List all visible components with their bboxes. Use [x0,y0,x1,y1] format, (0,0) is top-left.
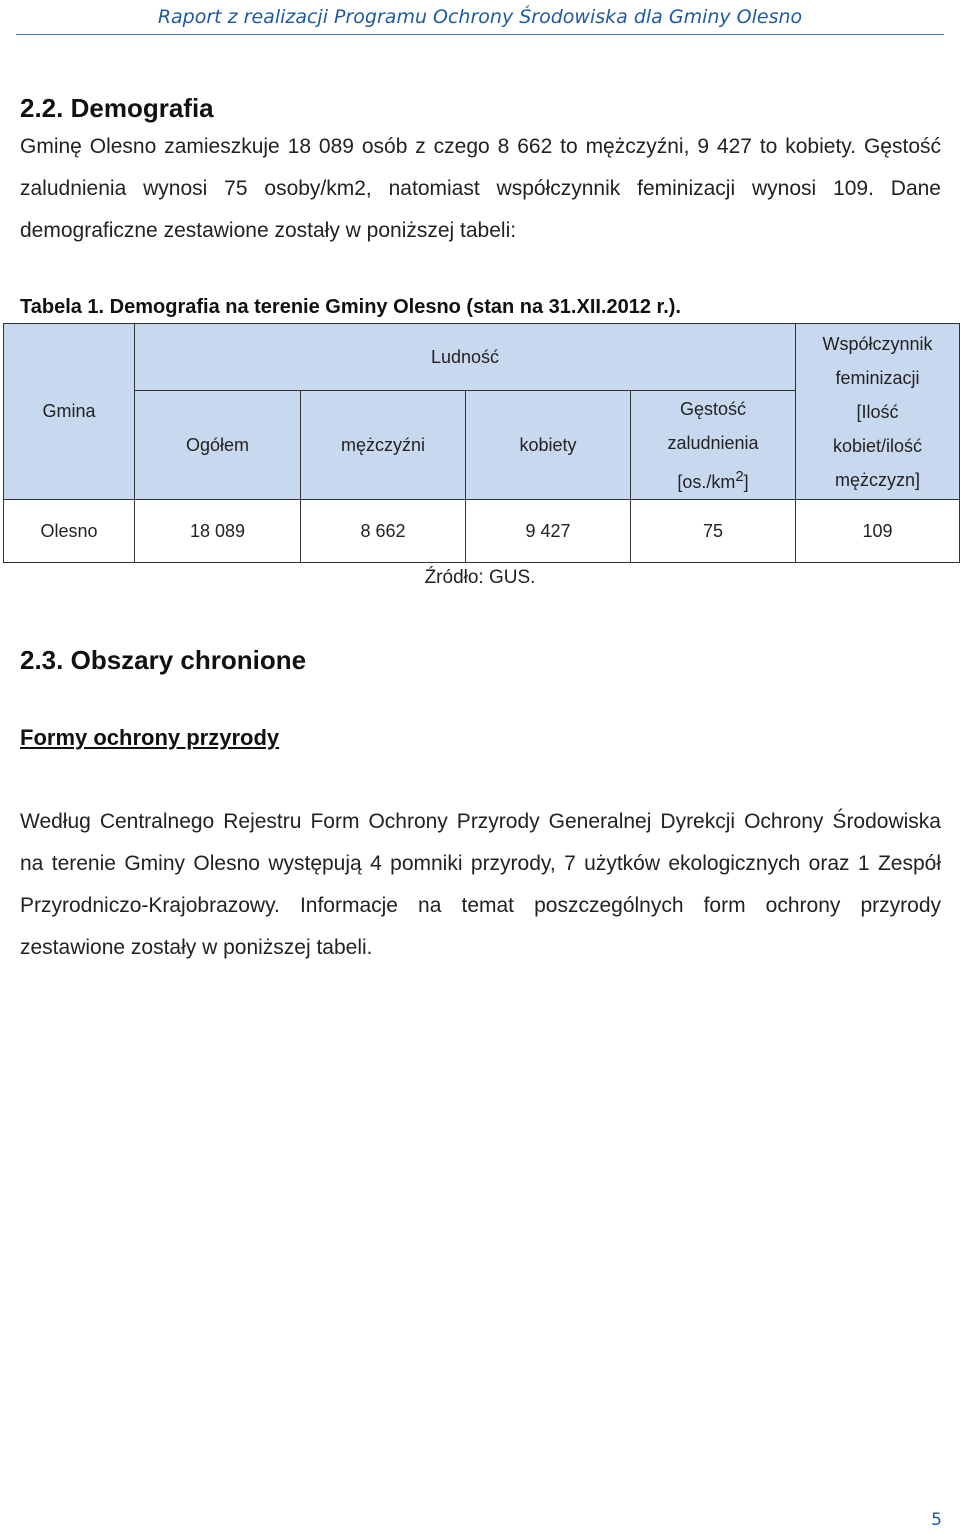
section-heading-demografia: 2.2. Demografia [20,93,214,123]
header-gestosc-line1: Gęstość [679,398,747,419]
header-gestosc [631,391,796,500]
cell-mezczyzni: 8 662 [301,500,466,563]
header-gestosc-line3: [os./km [677,471,736,492]
header-wspolczynnik-line1: Współczynnik [822,333,933,354]
header-divider [16,34,944,35]
header-ogolem: Ogółem [135,391,301,500]
header-gestosc-close: ] [743,471,749,492]
cell-gestosc: 75 [631,500,796,563]
running-header: Raport z realizacji Programu Ochrony Środowiska dla Gminy Olesno [157,6,803,28]
section-heading-obszary-chronione: 2.3. Obszary chronione [20,645,307,675]
table-source: Źródło: GUS. [424,567,536,588]
header-ludnosc: Ludność [135,324,796,391]
header-gmina: Gmina [4,324,135,500]
cell-kobiety: 9 427 [466,500,631,563]
header-wspolczynnik [796,324,960,500]
protected-paragraph: Według Centralnego Rejestru Form Ochrony Przyrody Generalnej Dyrekcji Ochrony Środowiska na terenie Gminy Olesno występują 4 pomniki przyrody, 7 użytków ekologicznych oraz 1 Zespół Przyrodniczo-Krajobrazowy. Informacje na temat poszczególnych form ochrony przyrody zestawione zostały w poniższej tabeli. [20,810,941,959]
header-mezczyzni: mężczyźni [301,391,466,500]
header-gestosc-sup: 2 [735,467,744,485]
table-row [4,500,960,563]
header-wspolczynnik-line3: [Ilość [856,401,899,422]
demography-paragraph: Gminę Olesno zamieszkuje 18 089 osób z czego 8 662 to mężczyźni, 9 427 to kobiety. Gęstość zaludnienia wynosi 75 osoby/km2, natomiast współczynnik feminizacji wynosi 109. Dane demograficzne zestawione zostały w poniższej tabeli: [20,135,941,242]
header-gestosc-line2: zaludnienia [667,432,759,453]
header-wspolczynnik-line2: feminizacji [835,367,920,388]
page-number: 5 [931,1510,942,1530]
demography-table [3,323,960,563]
header-wspolczynnik-line4: kobiet/ilość [832,435,923,456]
table-caption: Tabela 1. Demografia na terenie Gminy Olesno (stan na 31.XII.2012 r.). [20,296,681,318]
header-wspolczynnik-line5: mężczyzn] [834,469,921,490]
cell-wspolczynnik: 109 [796,500,960,563]
cell-gmina: Olesno [4,500,135,563]
cell-ogolem: 18 089 [135,500,301,563]
subheading-formy-ochrony: Formy ochrony przyrody [20,725,280,750]
header-kobiety: kobiety [466,391,631,500]
